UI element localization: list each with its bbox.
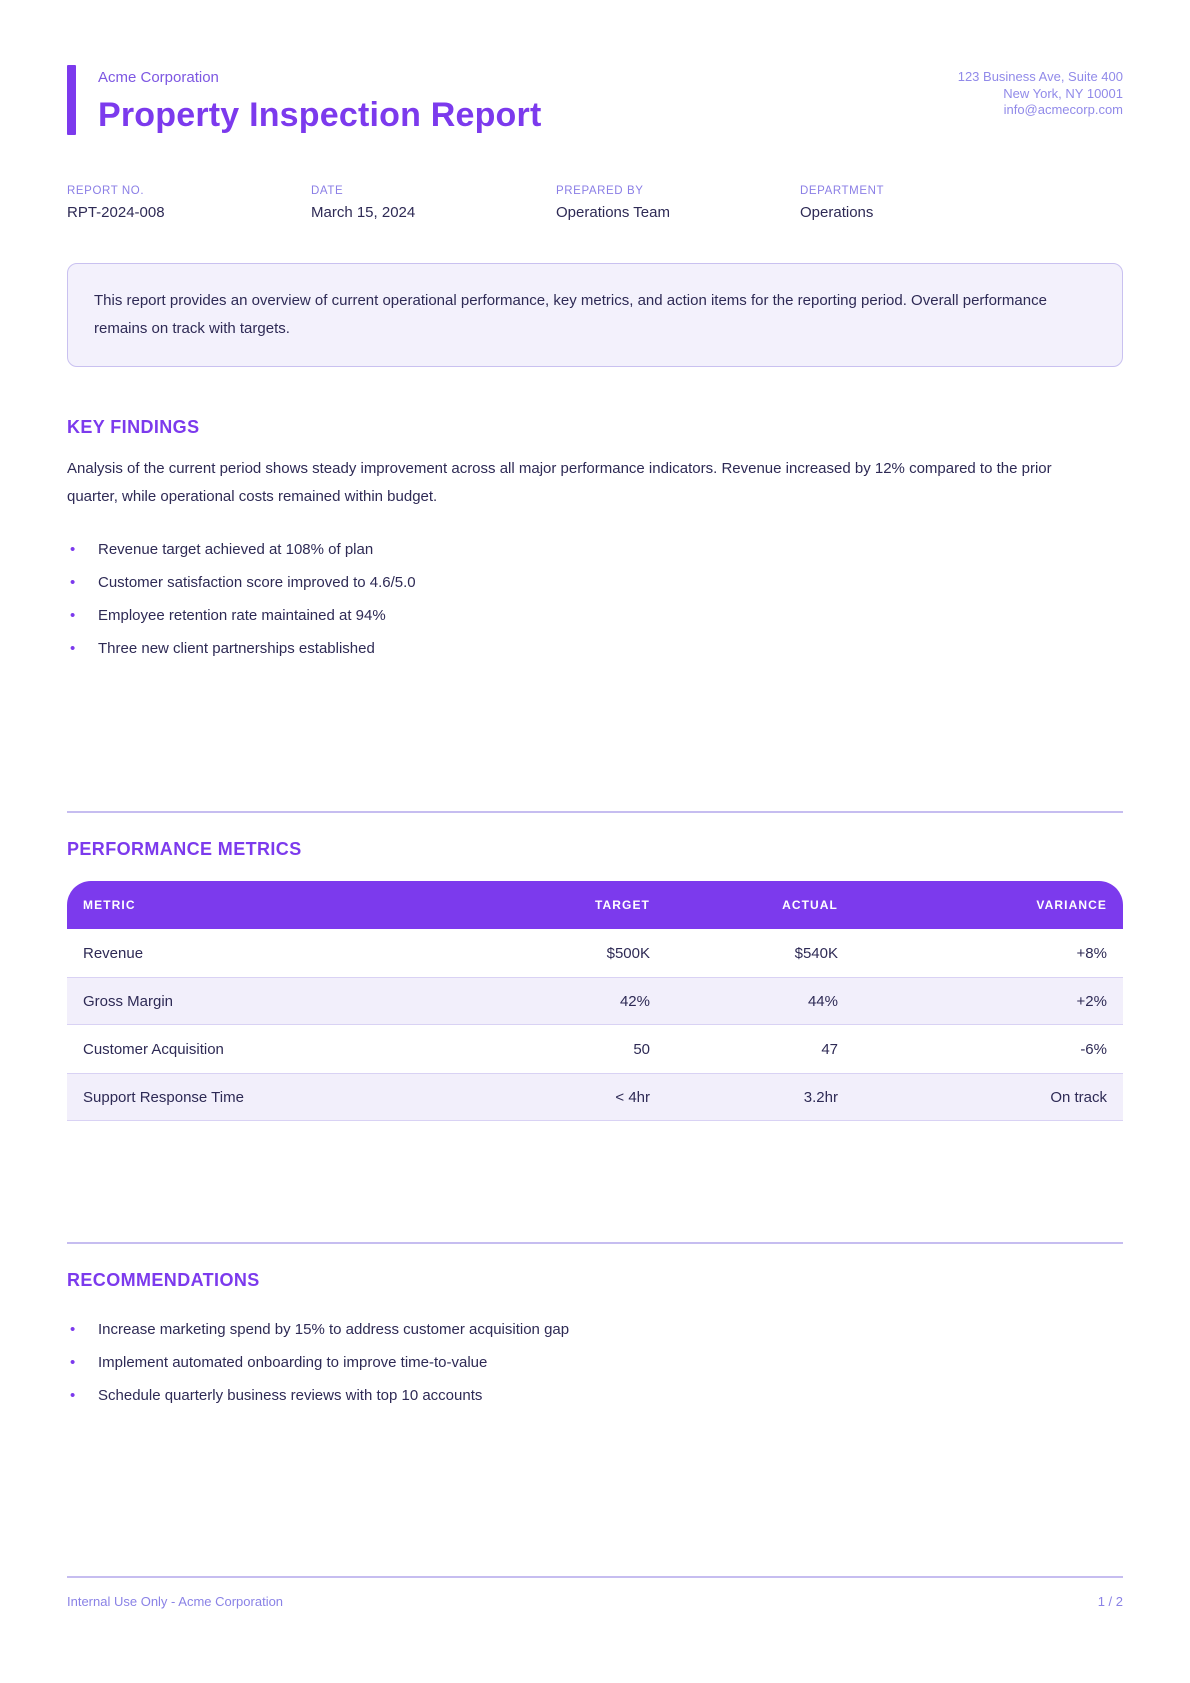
report-meta-row	[67, 185, 1123, 221]
accent-bar	[67, 65, 76, 135]
performance-metrics-table	[67, 881, 1123, 1121]
meta-date	[311, 185, 556, 221]
cell-target: < 4hr	[520, 1073, 650, 1121]
page-title: Property Inspection Report	[98, 96, 542, 134]
cell-metric: Support Response Time	[67, 1073, 520, 1121]
cell-target: 42%	[520, 977, 650, 1025]
summary-callout: This report provides an overview of current operational performance, key metrics, and action items for the reporting period. Overall performance remains on track with targets.	[67, 263, 1123, 367]
meta-value: March 15, 2024	[311, 204, 416, 221]
cell-actual: 44%	[650, 977, 838, 1025]
meta-value: RPT-2024-008	[67, 204, 165, 221]
list-item: • Three new client partnerships established	[67, 632, 1123, 665]
list-item: • Implement automated onboarding to improve time-to-value	[67, 1346, 1123, 1379]
table-row	[67, 1073, 1123, 1121]
list-item: • Revenue target achieved at 108% of plan	[67, 533, 1123, 566]
header-title-block	[67, 65, 541, 135]
cell-target: 50	[633, 1040, 650, 1058]
meta-label: REPORT NO.	[67, 185, 145, 197]
column-header-metric: METRIC	[67, 881, 520, 929]
footer-confidentiality: Internal Use Only - Acme Corporation	[67, 1594, 284, 1609]
title-text-group	[98, 65, 541, 135]
meta-label: DEPARTMENT	[800, 185, 885, 197]
table-row	[67, 1025, 1123, 1073]
meta-value: Operations Team	[556, 204, 670, 221]
column-header-variance: VARIANCE	[838, 881, 1123, 929]
column-header-actual: ACTUAL	[650, 881, 838, 929]
list-item: • Customer satisfaction score improved to 4.6/5.0	[67, 566, 1123, 599]
table-row	[67, 977, 1123, 1025]
meta-department	[800, 185, 1123, 221]
address-line: New York, NY 10001	[1003, 85, 1123, 101]
cell-metric: Gross Margin	[67, 977, 520, 1025]
cell-variance: +2%	[838, 977, 1123, 1025]
cell-actual: $540K	[794, 944, 838, 962]
cell-target: $500K	[606, 944, 650, 962]
section-heading-performance-metrics: PERFORMANCE METRICS	[67, 839, 302, 859]
list-item: • Employee retention rate maintained at 94%	[67, 599, 1123, 632]
cell-variance: -6%	[1080, 1040, 1107, 1058]
meta-value: Operations	[800, 204, 874, 221]
cell-metric: Revenue	[83, 944, 144, 962]
column-header-target: TARGET	[520, 881, 650, 929]
section-divider	[67, 1242, 1123, 1244]
table-row	[67, 929, 1123, 977]
address-line: 123 Business Ave, Suite 400	[957, 69, 1123, 84]
meta-report-no	[67, 185, 311, 221]
section-heading-recommendations: RECOMMENDATIONS	[67, 1270, 260, 1290]
meta-label: DATE	[311, 185, 344, 197]
key-findings-paragraph: Analysis of the current period shows steady improvement across all major performance indicators. Revenue increased by 12% compared to the prior quarter, while operational costs remained within budget.	[67, 460, 1052, 505]
key-findings-list	[67, 533, 1123, 665]
page-footer	[67, 1576, 1123, 1609]
company-address	[958, 65, 1123, 119]
cell-variance: +8%	[1076, 944, 1107, 962]
table-header-row	[67, 881, 1123, 929]
meta-label: PREPARED BY	[556, 185, 644, 197]
meta-prepared-by	[556, 185, 800, 221]
section-divider	[67, 811, 1123, 813]
cell-variance: On track	[838, 1073, 1123, 1121]
address-line: info@acmecorp.com	[1003, 102, 1123, 117]
cell-metric: Customer Acquisition	[83, 1040, 224, 1058]
company-name: Acme Corporation	[98, 69, 219, 86]
cell-actual: 3.2hr	[650, 1073, 838, 1121]
section-heading-key-findings: KEY FINDINGS	[67, 417, 200, 437]
list-item: • Increase marketing spend by 15% to address customer acquisition gap	[67, 1313, 1123, 1346]
list-item: • Schedule quarterly business reviews with top 10 accounts	[67, 1379, 1123, 1412]
report-header	[67, 65, 1123, 135]
recommendations-list	[67, 1313, 1123, 1412]
cell-actual: 47	[821, 1040, 838, 1058]
page-number: 1 / 2	[1097, 1594, 1123, 1609]
